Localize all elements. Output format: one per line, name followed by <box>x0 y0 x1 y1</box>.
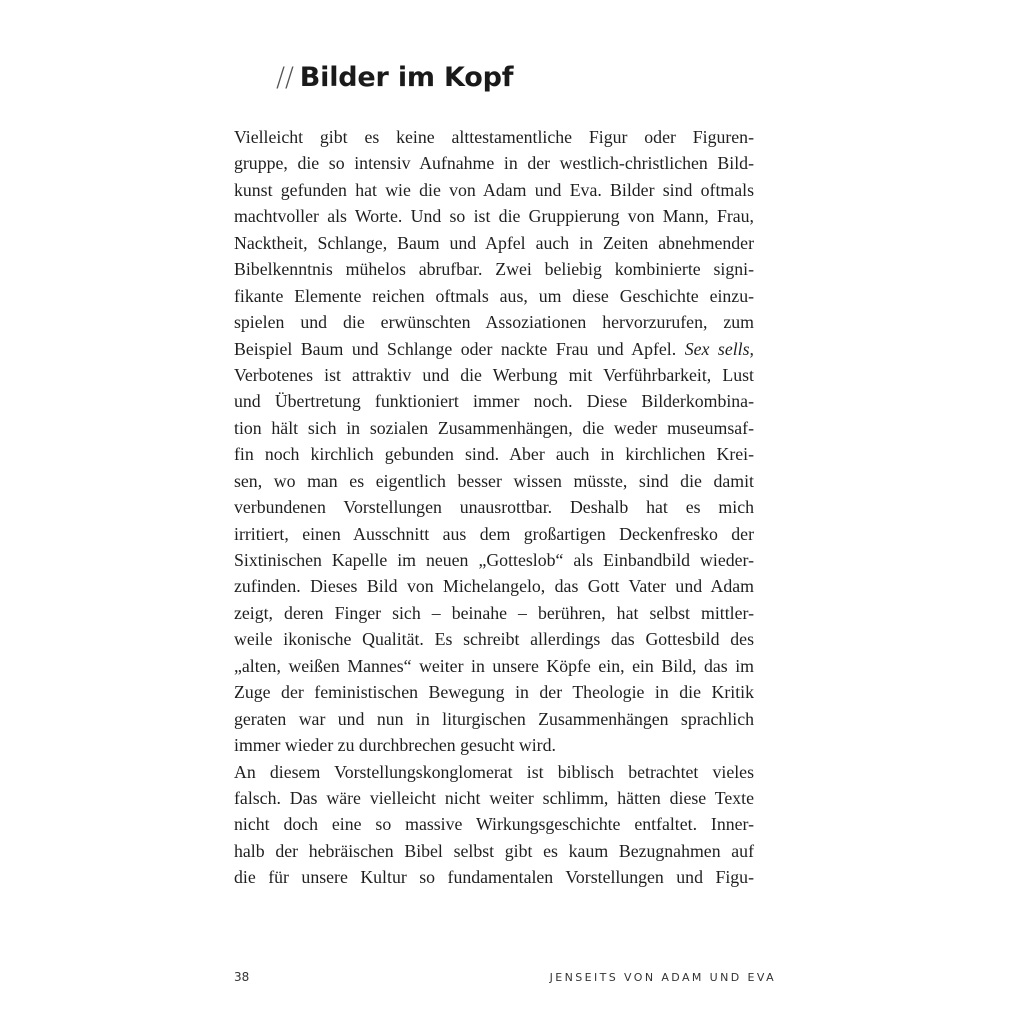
italic-phrase: Sex sells, <box>684 338 754 359</box>
text-line: immer wieder zu durchbrechen gesucht wird. <box>234 735 556 756</box>
text-line: irritiert, einen Ausschnitt aus dem großartigen Deckenfresko der <box>234 523 754 544</box>
text-line: tion hält sich in sozialen Zusammenhängen, die weder museumsaf- <box>234 417 754 438</box>
text-line <box>234 336 754 362</box>
text-line: Nacktheit, Schlange, Baum und Apfel auch in Zeiten abnehmender <box>234 232 754 253</box>
running-title: JENSEITS VON ADAM UND EVA <box>549 971 776 984</box>
text-line: Zuge der feministischen Bewegung in der Theologie in die Kritik <box>234 682 754 703</box>
section-heading <box>276 62 513 93</box>
text-line: fin noch kirchlich gebunden sind. Aber auch in kirchlichen Krei- <box>234 444 754 465</box>
text-line: sen, wo man es eigentlich besser wissen müsste, sind die damit <box>234 470 754 491</box>
text-line: gruppe, die so intensiv Aufnahme in der westlich-christlichen Bild- <box>234 153 754 174</box>
text-line: zeigt, deren Finger sich – beinahe – berühren, hat selbst mittler- <box>234 602 754 623</box>
text-line: die für unsere Kultur so fundamentalen Vorstellungen und Figu- <box>234 867 754 888</box>
heading-title: Bilder im Kopf <box>299 62 514 93</box>
text-line: falsch. Das wäre vielleicht nicht weiter schlimm, hätten diese Texte <box>234 787 754 808</box>
text-line: „alten, weißen Mannes“ weiter in unsere Köpfe ein, ein Bild, das im <box>234 655 754 676</box>
body-text <box>234 124 754 891</box>
text-line: verbundenen Vorstellungen unausrottbar. Deshalb hat es mich <box>234 497 754 518</box>
text-line: Verbotenes ist attraktiv und die Werbung mit Verführbarkeit, Lust <box>234 364 754 385</box>
text-line: weile ikonische Qualität. Es schreibt allerdings das Gottesbild des <box>234 629 754 650</box>
text-line: geraten war und nun in liturgischen Zusammenhängen sprachlich <box>234 708 754 729</box>
page-number: 38 <box>234 970 250 984</box>
text-line: und Übertretung funktioniert immer noch. Diese Bilderkombina- <box>234 391 754 412</box>
text-line: Vielleicht gibt es keine alttestamentliche Figur oder Figuren- <box>234 127 754 147</box>
text-line: Sixtinischen Kapelle im neuen „Gotteslob“ als Einbandbild wieder- <box>234 550 754 570</box>
heading-marker: // <box>276 62 294 93</box>
text-line: spielen und die erwünschten Assoziationen hervorzurufen, zum <box>234 312 754 333</box>
text-line: fikante Elemente reichen oftmals aus, um diese Geschichte einzu- <box>234 285 754 306</box>
text-line: Bibelkenntnis mühelos abrufbar. Zwei beliebig kombinierte signi- <box>234 259 754 280</box>
text-line: nicht doch eine so massive Wirkungsgeschichte entfaltet. Inner- <box>234 814 754 835</box>
text-line: An diesem Vorstellungskonglomerat ist biblisch betrachtet vieles <box>234 761 754 782</box>
text-line: kunst gefunden hat wie die von Adam und Eva. Bilder sind oftmals <box>234 179 754 200</box>
text-line: halb der hebräischen Bibel selbst gibt es kaum Bezugnahmen auf <box>234 840 754 861</box>
text-line-main: Beispiel Baum und Schlange oder nackte Frau und Apfel. <box>234 338 685 359</box>
text-line: machtvoller als Worte. Und so ist die Gruppierung von Mann, Frau, <box>234 206 754 227</box>
text-line: zufinden. Dieses Bild von Michelangelo, das Gott Vater und Adam <box>234 576 754 597</box>
